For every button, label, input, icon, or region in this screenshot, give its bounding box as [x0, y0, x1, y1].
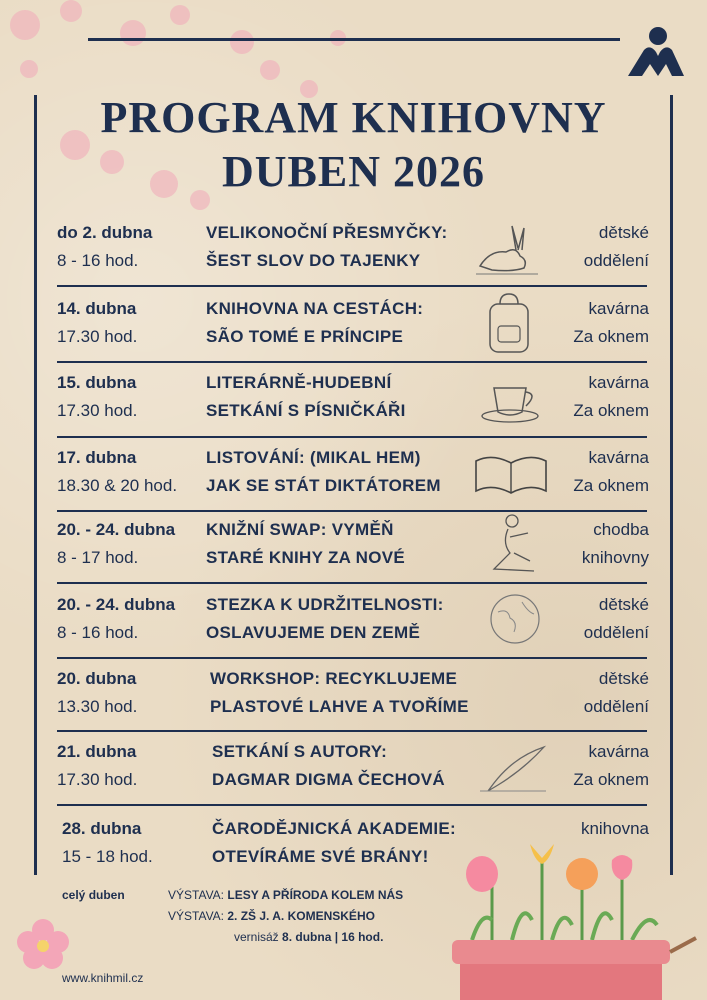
event-title: WORKSHOP: RECYKLUJEME — [210, 669, 458, 688]
event-date: 28. dubna — [62, 819, 142, 838]
footer-exhibition-name: 2. ZŠ J. A. KOMENSKÉHO — [227, 909, 375, 923]
footer-prefix: vernisáž — [234, 930, 283, 944]
event-location: chodba — [593, 520, 649, 539]
row-separator — [57, 361, 647, 363]
event-date: do 2. dubna — [57, 223, 153, 242]
pink-flower-icon — [14, 918, 72, 972]
event-location-detail: Za oknem — [573, 401, 649, 420]
event-time: 17.30 hod. — [57, 327, 138, 346]
footer-exhibition-2 — [168, 909, 375, 923]
footer-vernissage — [234, 930, 383, 944]
footer-label: celý duben — [62, 888, 125, 902]
row-separator — [57, 582, 647, 584]
event-location-detail: Za oknem — [573, 476, 649, 495]
row-separator — [57, 657, 647, 659]
row-separator — [57, 510, 647, 512]
event-title: ČARODĚJNICKÁ AKADEMIE: — [212, 819, 456, 838]
event-location: kavárna — [588, 373, 649, 392]
event-subtitle: OSLAVUJEME DEN ZEMĚ — [206, 623, 421, 642]
event-time: 17.30 hod. — [57, 401, 138, 420]
event-location-detail: Za oknem — [573, 770, 649, 789]
quill-pen-icon — [474, 743, 550, 797]
footer-prefix: VÝSTAVA: — [168, 888, 228, 902]
event-location: kavárna — [588, 299, 649, 318]
reading-person-icon — [474, 513, 544, 579]
event-date: 20. dubna — [57, 669, 137, 688]
frame-top-line — [88, 38, 620, 41]
globe-icon — [488, 592, 542, 646]
event-location: dětské — [598, 223, 649, 242]
event-date: 21. dubna — [57, 742, 137, 761]
event-title: KNIŽNÍ SWAP: VYMĚŇ — [206, 520, 394, 539]
event-title: LITERÁRNĚ-HUDEBNÍ — [206, 373, 392, 392]
footer-vernissage-date: 8. dubna | 16 hod. — [282, 930, 384, 944]
frame-left-line — [34, 95, 37, 875]
library-person-logo-icon — [626, 24, 686, 84]
row-separator — [57, 436, 647, 438]
event-date: 14. dubna — [57, 299, 137, 318]
footer-exhibition-name: LESY A PŘÍRODA KOLEM NÁS — [227, 888, 404, 902]
event-date: 17. dubna — [57, 448, 137, 467]
frame-right-line — [670, 95, 673, 875]
backpack-icon — [484, 292, 534, 356]
event-location-detail: Za oknem — [573, 327, 649, 346]
event-location-detail: oddělení — [583, 251, 649, 270]
event-time: 18.30 & 20 hod. — [57, 476, 178, 495]
event-title: LISTOVÁNÍ: (MIKAL HEM) — [206, 448, 421, 467]
website-link[interactable]: www.knihmil.cz — [62, 971, 144, 985]
page-title: PROGRAM KNIHOVNY — [100, 93, 607, 142]
event-location: dětské — [598, 669, 649, 688]
event-subtitle: SÃO TOMÉ E PRÍNCIPE — [206, 327, 404, 346]
event-location-detail: knihovny — [581, 548, 649, 567]
event-subtitle: ŠEST SLOV DO TAJENKY — [206, 251, 421, 270]
event-title: KNIHOVNA NA CESTÁCH: — [206, 299, 424, 318]
row-separator — [57, 285, 647, 287]
row-separator — [57, 804, 647, 806]
event-location: knihovna — [580, 819, 649, 838]
footer-exhibition-1 — [168, 888, 403, 902]
event-subtitle: DAGMAR DIGMA ČECHOVÁ — [212, 770, 445, 789]
event-title: SETKÁNÍ S AUTORY: — [212, 742, 388, 761]
flower-planter-icon — [452, 840, 702, 1000]
event-time: 8 - 16 hod. — [57, 251, 139, 270]
row-separator — [57, 730, 647, 732]
coffee-cup-icon — [480, 378, 544, 424]
event-date: 20. - 24. dubna — [57, 520, 176, 539]
event-location: kavárna — [588, 448, 649, 467]
event-title: STEZKA K UDRŽITELNOSTI: — [206, 595, 444, 614]
event-time: 8 - 16 hod. — [57, 623, 139, 642]
event-time: 13.30 hod. — [57, 697, 138, 716]
event-subtitle: STARÉ KNIHY ZA NOVÉ — [206, 548, 406, 567]
event-subtitle: JAK SE STÁT DIKTÁTOREM — [206, 476, 441, 495]
event-title: VELIKONOČNÍ PŘESMYČKY: — [206, 223, 448, 242]
footer-prefix: VÝSTAVA: — [168, 909, 228, 923]
event-location-detail: oddělení — [583, 623, 649, 642]
event-subtitle: SETKÁNÍ S PÍSNIČKÁŘI — [206, 401, 406, 420]
page-subtitle: DUBEN 2026 — [221, 147, 486, 196]
event-date: 20. - 24. dubna — [57, 595, 176, 614]
event-subtitle: PLASTOVÉ LAHVE A TVOŘÍME — [210, 697, 469, 716]
event-location: dětské — [598, 595, 649, 614]
event-time: 15 - 18 hod. — [62, 847, 153, 866]
event-subtitle: OTEVÍRÁME SVÉ BRÁNY! — [212, 847, 429, 866]
event-time: 17.30 hod. — [57, 770, 138, 789]
rabbit-icon — [472, 220, 542, 278]
event-date: 15. dubna — [57, 373, 137, 392]
event-location: kavárna — [588, 742, 649, 761]
event-time: 8 - 17 hod. — [57, 548, 139, 567]
open-book-icon — [472, 447, 550, 501]
event-location-detail: oddělení — [583, 697, 649, 716]
